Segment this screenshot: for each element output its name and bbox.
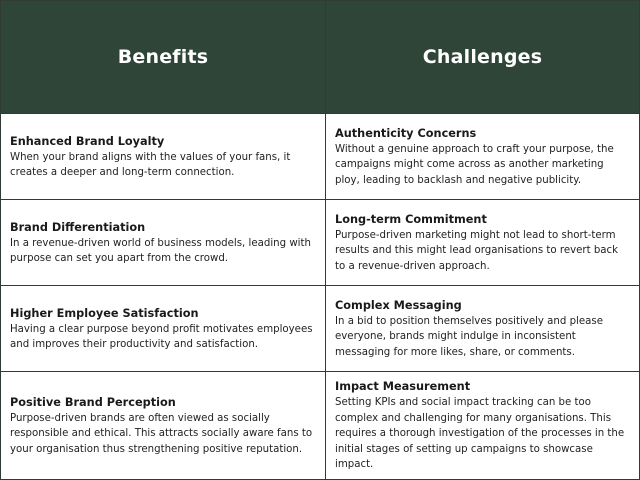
benefit-description: When your brand aligns with the values of your fans, it creates a deeper and long-term connection. <box>10 151 291 178</box>
benefits-header <box>1 1 326 114</box>
challenge-cell <box>326 200 639 286</box>
challenges-header <box>326 1 639 114</box>
challenge-description: Purpose-driven marketing might not lead to short-term results and this might lead organisations to revert back to a revenue-driven approach. <box>335 229 619 272</box>
benefit-description: Having a clear purpose beyond profit motivates employees and improves their productivity and satisfaction. <box>10 323 313 350</box>
challenge-title: Long-term Commitment <box>335 212 487 226</box>
benefit-title: Brand Differentiation <box>10 220 146 234</box>
benefit-title: Higher Employee Satisfaction <box>10 306 199 320</box>
challenge-cell <box>326 286 639 372</box>
challenges-header-label: Challenges <box>422 46 543 68</box>
challenge-cell <box>326 114 639 200</box>
benefit-title: Positive Brand Perception <box>10 395 176 409</box>
benefit-description: Purpose-driven brands are often viewed as socially responsible and ethical. This attracts socially aware fans to your organisation thus strengthening positive reputation. <box>10 412 313 455</box>
benefit-description: In a revenue-driven world of business models, leading with purpose can set you apart from the crowd. <box>10 237 311 264</box>
benefit-cell <box>1 372 326 479</box>
challenge-title: Impact Measurement <box>335 380 471 394</box>
benefit-cell <box>1 114 326 200</box>
benefit-cell <box>1 200 326 286</box>
benefits-header-label: Benefits <box>117 46 209 68</box>
challenge-description: In a bid to position themselves positively and please everyone, brands might indulge in inconsistent messaging for more likes, share, or comments. <box>335 315 603 358</box>
benefit-cell <box>1 286 326 372</box>
challenge-cell <box>326 372 639 479</box>
challenge-description: Setting KPIs and social impact tracking can be too complex and challenging for many organisations. This requires a thorough investigation of the processes in the initial stages of setting up campaigns to showcase impact. <box>335 397 625 471</box>
challenge-description: Without a genuine approach to craft your purpose, the campaigns might come across as another marketing ploy, leading to backlash and negative publicity. <box>335 143 614 186</box>
challenge-title: Complex Messaging <box>335 298 462 312</box>
benefit-title: Enhanced Brand Loyalty <box>10 134 165 148</box>
challenge-title: Authenticity Concerns <box>335 126 477 140</box>
